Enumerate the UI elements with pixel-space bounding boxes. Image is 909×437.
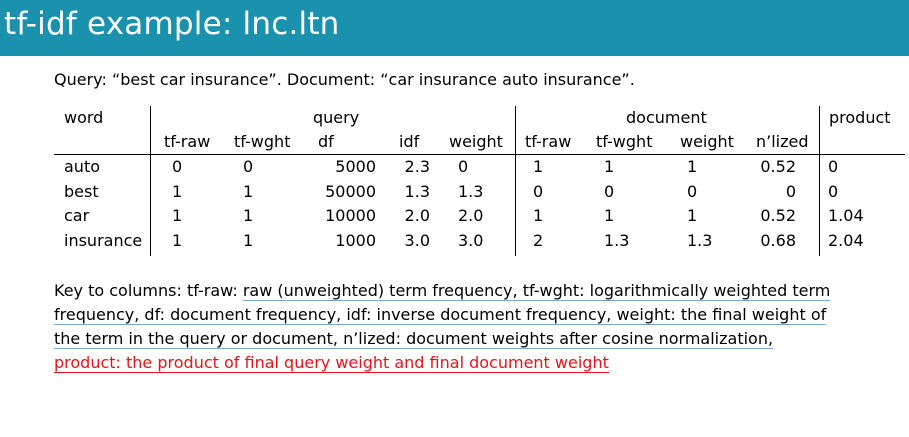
cell-product: 1.04 <box>828 206 864 225</box>
cell-word: insurance <box>64 231 143 250</box>
cell-idf: 1.3 <box>404 182 430 201</box>
header-d-tfwght: tf-wght <box>596 132 653 151</box>
cell-word: car <box>64 206 90 225</box>
cell-q-tfwght: 1 <box>243 231 254 250</box>
cell-product: 0 <box>828 157 839 176</box>
header-nlized: n’lized <box>756 132 809 151</box>
cell-d-weight: 1 <box>687 157 698 176</box>
cell-d-tfraw: 2 <box>533 231 544 250</box>
cell-word: auto <box>64 157 101 176</box>
cell-d-tfwght: 1 <box>604 206 615 225</box>
cell-d-weight: 0 <box>687 182 698 201</box>
cell-product: 2.04 <box>828 231 864 250</box>
column-key <box>54 279 844 375</box>
cell-q-weight: 2.0 <box>458 206 484 225</box>
header-rule <box>54 154 905 155</box>
cell-nlized: 0 <box>785 182 796 201</box>
cell-d-tfraw: 1 <box>533 157 544 176</box>
cell-q-weight: 3.0 <box>458 231 484 250</box>
header-word: word <box>64 108 104 127</box>
header-q-tfwght: tf-wght <box>234 132 291 151</box>
header-d-weight: weight <box>680 132 734 151</box>
cell-d-tfwght: 0 <box>604 182 615 201</box>
header-d-tfraw: tf-raw <box>525 132 572 151</box>
cell-word: best <box>64 182 99 201</box>
cell-product: 0 <box>828 182 839 201</box>
header-q-tfraw: tf-raw <box>164 132 211 151</box>
header-document: document <box>626 108 707 127</box>
header-idf: idf <box>399 132 420 151</box>
key-intro: Key to columns: tf-raw: <box>54 281 243 300</box>
cell-d-weight: 1.3 <box>687 231 713 250</box>
cell-d-tfwght: 1.3 <box>604 231 630 250</box>
cell-q-tfraw: 1 <box>172 206 183 225</box>
query-description: Query: “best car insurance”. Document: “car insurance auto insurance”. <box>54 70 635 89</box>
cell-nlized: 0.52 <box>760 206 796 225</box>
cell-q-tfwght: 1 <box>243 206 254 225</box>
cell-q-tfraw: 0 <box>172 157 183 176</box>
header-query: query <box>313 108 360 127</box>
cell-d-tfraw: 1 <box>533 206 544 225</box>
key-product-link[interactable]: product: the product of final query weight and final document weight <box>54 353 609 372</box>
col-divider-query <box>515 106 516 256</box>
cell-d-weight: 1 <box>687 206 698 225</box>
cell-df: 5000 <box>335 157 376 176</box>
cell-q-tfwght: 1 <box>243 182 254 201</box>
cell-idf: 2.3 <box>404 157 430 176</box>
cell-q-tfraw: 1 <box>172 182 183 201</box>
cell-idf: 3.0 <box>404 231 430 250</box>
cell-d-tfraw: 0 <box>533 182 544 201</box>
header-df: df <box>318 132 334 151</box>
cell-d-tfwght: 1 <box>604 157 615 176</box>
cell-nlized: 0.52 <box>760 157 796 176</box>
cell-df: 10000 <box>325 206 376 225</box>
cell-q-weight: 1.3 <box>458 182 484 201</box>
slide-title: tf-idf example: lnc.ltn <box>4 6 340 42</box>
cell-df: 50000 <box>325 182 376 201</box>
col-divider-word <box>150 106 151 256</box>
key-definitions-link[interactable]: raw (unweighted) term frequency, tf-wght: logarithmically weighted term frequency, df: document frequency, idf: inverse document frequency, weight: the final weight of the term in the query or document, n’lized: document weights after cosine normalization, <box>54 281 831 348</box>
cell-q-weight: 0 <box>458 157 469 176</box>
header-q-weight: weight <box>449 132 503 151</box>
cell-nlized: 0.68 <box>760 231 796 250</box>
cell-q-tfraw: 1 <box>172 231 183 250</box>
title-bar <box>0 0 909 56</box>
col-divider-document <box>819 106 820 256</box>
cell-idf: 2.0 <box>404 206 430 225</box>
cell-df: 1000 <box>335 231 376 250</box>
cell-q-tfwght: 0 <box>243 157 254 176</box>
header-product: product <box>829 108 891 127</box>
